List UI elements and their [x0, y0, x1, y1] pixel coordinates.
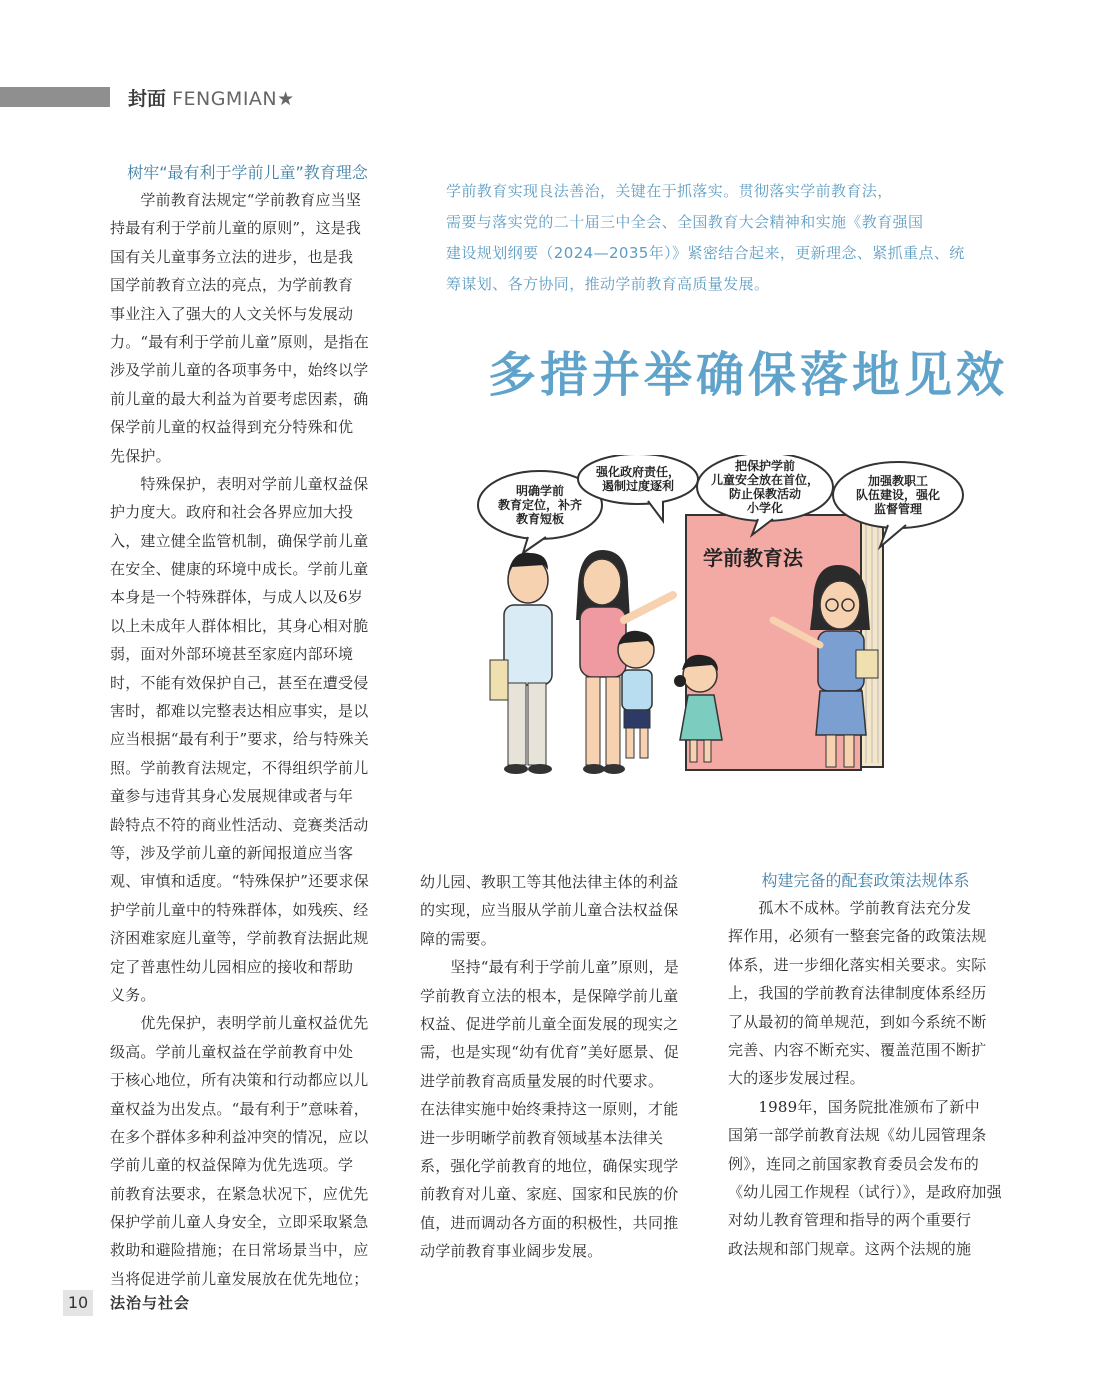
body-line: 入，建立健全监管机制，确保学前儿童 — [110, 531, 369, 550]
body-line: 义务。 — [110, 985, 156, 1004]
body-line: 孤木不成林。学前教育法充分发 — [728, 899, 972, 917]
body-line: 学前教育法规定“学前教育应当坚 — [110, 191, 362, 209]
body-line: 事业注入了强大的人文关怀与发展动 — [110, 304, 354, 323]
body-line: 力。“最有利于学前儿童”原则，是指在 — [110, 332, 369, 351]
body-line: 学前教育立法的根本，是保障学前儿童 — [420, 986, 679, 1005]
body-line: 进一步明晰学前教育领域基本法律关 — [420, 1128, 664, 1147]
body-line: 《幼儿园工作规程（试行）》，是政府加强 — [728, 1182, 1002, 1201]
body-line: 先保护。 — [110, 446, 171, 465]
body-line: 害时，都难以完整表达相应事实，是以 — [110, 702, 369, 721]
body-line: 学前儿童的权益保障为优先选项。学 — [110, 1156, 354, 1175]
body-line: 在多个群体多种利益冲突的情况，应以 — [110, 1127, 369, 1146]
body-line: 级高。学前儿童权益在学前教育中处 — [110, 1042, 354, 1061]
body-line: 国第一部学前教育法规《幼儿园管理条 — [728, 1126, 987, 1145]
intro-line: 筹谋划、各方协同，推动学前教育高质量发展。 — [446, 275, 770, 293]
body-line: 照。学前教育法规定，不得组织学前儿 — [110, 758, 369, 777]
body-line: 了从最初的简单规范，到如今系统不断 — [728, 1012, 987, 1031]
middle-column — [420, 868, 695, 1265]
body-line: 保学前儿童的权益得到充分特殊和优 — [110, 418, 354, 437]
body-line: 系，强化学前教育的地位，确保实现学 — [420, 1156, 679, 1175]
body-line: 时，不能有效保护自己，甚至在遭受侵 — [110, 673, 369, 692]
body-line: 涉及学前儿童的各项事务中，始终以学 — [110, 361, 369, 380]
magazine-title: 法治与社会 — [110, 1294, 191, 1312]
boy-figure — [618, 631, 654, 758]
illustration — [468, 455, 988, 795]
right-subhead: 构建完备的配套政策法规体系 — [761, 871, 970, 890]
body-line: 等，涉及学前儿童的新闻报道应当客 — [110, 843, 354, 862]
body-line: 体系，进一步细化落实相关要求。实际 — [728, 955, 987, 974]
section-bar — [0, 87, 110, 107]
bubble-line: 明确学前 — [515, 484, 565, 498]
body-line: 前教育法要求，在紧急状况下，应优先 — [110, 1184, 369, 1203]
body-line: 济困难家庭儿童等，学前教育法据此规 — [110, 929, 369, 948]
section-label-cn: 封面 — [128, 88, 167, 110]
body-line: 前教育对儿童、家庭、国家和民族的价 — [420, 1185, 679, 1204]
bubble-line: 教育定位，补齐 — [497, 498, 583, 512]
left-body — [110, 186, 385, 1293]
star-icon: ★ — [277, 88, 295, 110]
father-figure — [490, 553, 552, 774]
intro-line: 建设规划纲要（2024—2035年）》紧密结合起来，更新理念、紧抓重点、统 — [446, 244, 965, 262]
body-line: 童参与违背其身心发展规律或者与年 — [110, 787, 354, 806]
body-line: 的实现，应当服从学前儿童合法权益保 — [420, 901, 679, 920]
page-number: 10 — [63, 1290, 93, 1316]
body-line: 持最有利于学前儿童的原则”，这是我 — [110, 219, 362, 238]
bubble-line: 加强教职工 — [867, 474, 929, 488]
intro-line: 需要与落实党的二十届三中全会、全国教育大会精神和实施《教育强国 — [446, 213, 924, 231]
right-column — [728, 868, 1003, 1263]
left-subhead: 树牢“最有利于学前儿童”教育理念 — [127, 163, 368, 182]
section-label-en: FENGMIAN — [172, 88, 278, 110]
body-line: 完善、内容不断充实、覆盖范围不断扩 — [728, 1040, 987, 1059]
body-line: 龄特点不符的商业性活动、竞赛类活动 — [110, 815, 369, 834]
bubble-line: 小学化 — [746, 501, 784, 515]
bubble-line: 教育短板 — [515, 512, 565, 526]
body-line: 当将促进学前儿童发展放在优先地位； — [110, 1269, 369, 1288]
body-line: 救助和避险措施；在日常场景当中，应 — [110, 1241, 369, 1260]
body-line: 护学前儿童中的特殊群体，如残疾、经 — [110, 900, 369, 919]
bubble-line: 把保护学前 — [734, 459, 796, 473]
body-line: 在安全、健康的环境中成长。学前儿童 — [110, 560, 369, 579]
body-line: 坚持“最有利于学前儿童”原则，是 — [420, 958, 679, 977]
bubble-line: 遏制过度逐利 — [601, 479, 675, 493]
body-line: 护力度大。政府和社会各界应加大投 — [110, 503, 354, 522]
body-line: 国学前教育立法的亮点，为学前教育 — [110, 276, 354, 295]
body-line: 挥作用，必须有一整套完备的政策法规 — [728, 927, 987, 946]
body-line: 弱，面对外部环境甚至家庭内部环境 — [110, 645, 354, 664]
bubble-text — [595, 464, 680, 493]
article-headline: 多措并举确保落地见效 — [488, 347, 1009, 403]
bubble-line: 监督管理 — [873, 502, 923, 516]
intro-paragraph — [446, 176, 986, 300]
body-line: 上，我国的学前教育法律制度体系经历 — [728, 984, 987, 1003]
bubble-line: 队伍建设，强化 — [855, 488, 941, 502]
book-title: 学前教育法 — [703, 546, 803, 570]
body-line: 本身是一个特殊群体，与成人以及6岁 — [110, 588, 363, 607]
body-line: 幼儿园、教职工等其他法律主体的利益 — [420, 873, 679, 891]
body-line: 童权益为出发点。“最有利于”意味着， — [110, 1099, 369, 1118]
body-line: 障的需要。 — [420, 929, 497, 948]
body-line: 国有关儿童事务立法的进步，也是我 — [110, 247, 354, 266]
right-body — [728, 894, 1003, 1263]
body-line: 对幼儿教育管理和指导的两个重要行 — [728, 1211, 972, 1230]
left-column — [110, 160, 385, 1293]
body-line: 定了普惠性幼儿园相应的接收和帮助 — [110, 957, 354, 976]
body-line: 权益、促进学前儿童全面发展的现实之 — [420, 1014, 679, 1033]
body-line: 应当根据“最有利于”要求，给与特殊关 — [110, 730, 369, 749]
body-line: 动学前教育事业阔步发展。 — [420, 1242, 603, 1261]
body-line: 在法律实施中始终秉持这一原则，才能 — [420, 1100, 679, 1119]
bubble-line: 防止保教活动 — [728, 487, 802, 501]
body-line: 以上未成年人群体相比，其身心相对脆 — [110, 616, 369, 635]
body-line: 观、审慎和适度。“特殊保护”还要求保 — [110, 872, 369, 891]
body-line: 优先保护，表明学前儿童权益优先 — [110, 1014, 369, 1033]
body-line: 前儿童的最大利益为首要考虑因素，确 — [110, 389, 369, 408]
intro-line: 学前教育实现良法善治，关键在于抓落实。贯彻落实学前教育法， — [446, 182, 893, 200]
bubble-line: 儿童安全放在首位， — [710, 473, 820, 487]
body-line: 进学前教育高质量发展的时代要求。 — [420, 1071, 664, 1090]
body-line: 需，也是实现“幼有优育”美好愿景、促 — [420, 1043, 679, 1062]
body-line: 大的逐步发展过程。 — [728, 1069, 865, 1088]
body-line: 于核心地位，所有决策和行动都应以儿 — [110, 1071, 369, 1090]
bubble-line: 强化政府责任， — [595, 465, 681, 479]
section-label — [128, 86, 295, 112]
body-line: 值，进而调动各方面的积极性，共同推 — [420, 1213, 679, 1232]
body-line: 政法规和部门规章。这两个法规的施 — [728, 1239, 972, 1258]
middle-body — [420, 868, 695, 1265]
body-line: 特殊保护，表明对学前儿童权益保 — [110, 474, 369, 493]
body-line: 例》，连同之前国家教育委员会发布的 — [728, 1154, 979, 1173]
body-line: 1989年，国务院批准颁布了新中 — [728, 1097, 980, 1116]
body-line: 保护学前儿童人身安全，立即采取紧急 — [110, 1213, 369, 1232]
